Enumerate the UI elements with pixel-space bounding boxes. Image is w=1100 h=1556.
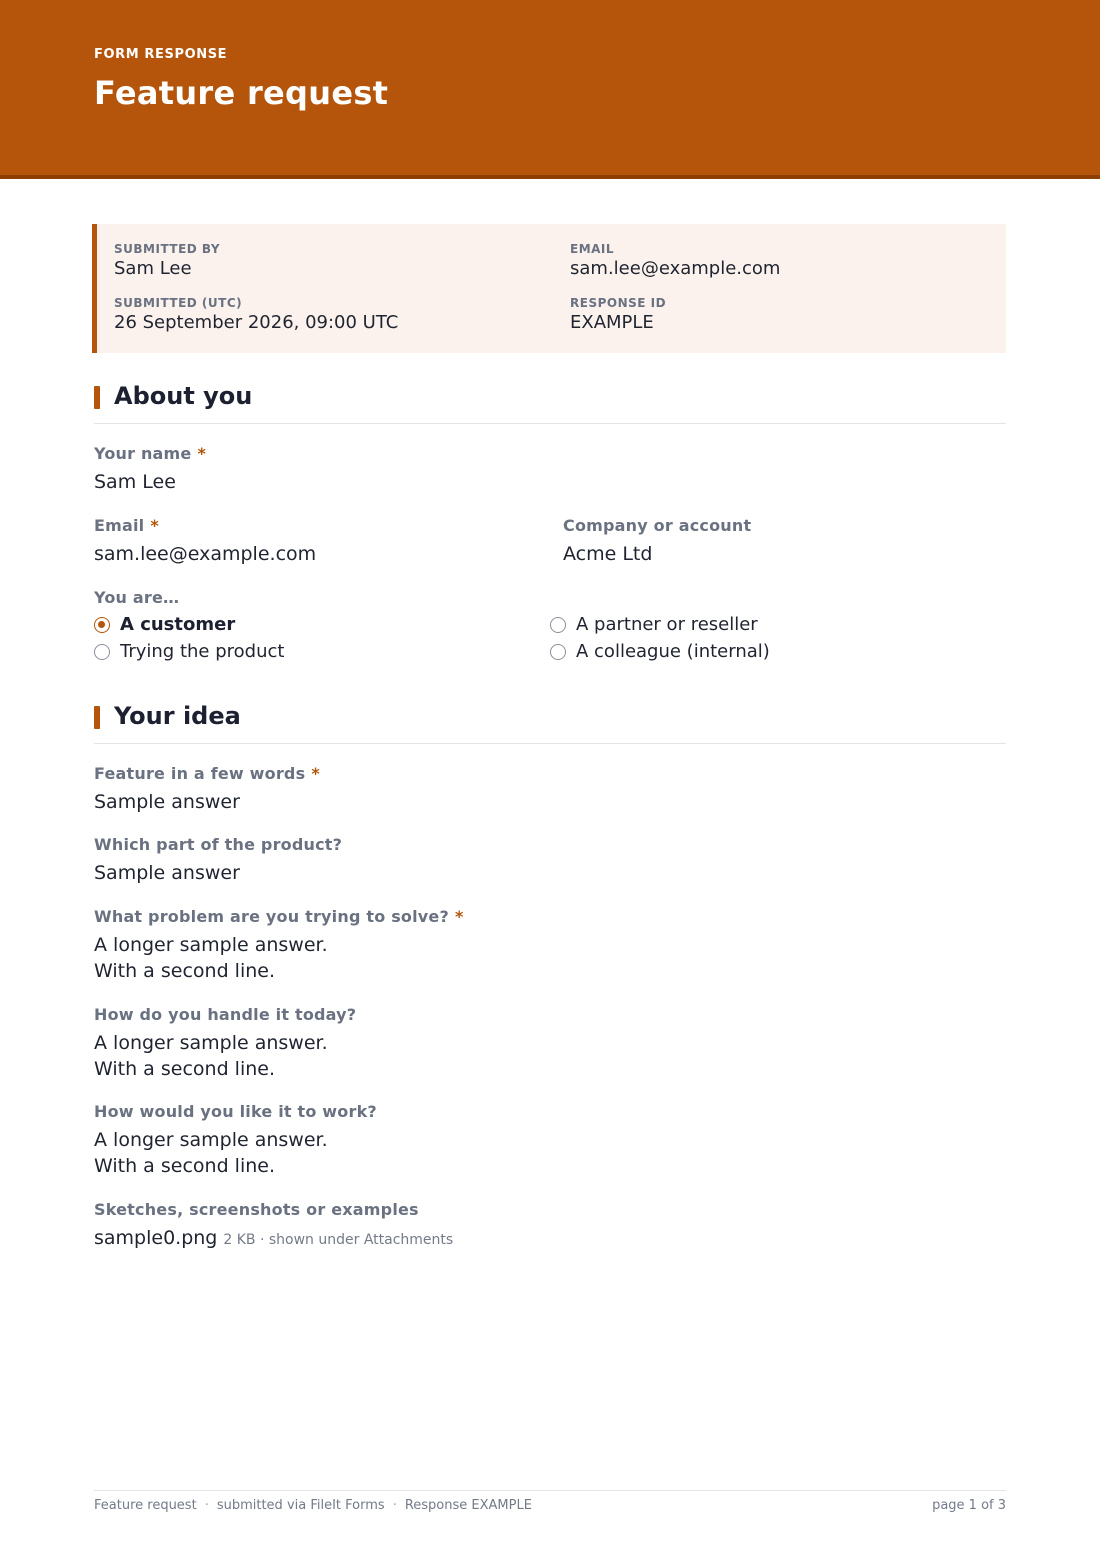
attachment-note: 2 KB · shown under Attachments — [223, 1232, 454, 1248]
required-marker: * — [454, 907, 464, 926]
field-value: A longer sample answer. With a second line. — [94, 934, 328, 982]
page-title: Feature request — [94, 74, 389, 112]
submitted-by — [114, 242, 220, 280]
submitted-utc-label: SUBMITTED (UTC) — [114, 296, 243, 310]
radio-unselected-icon — [550, 644, 566, 660]
submission-summary — [92, 224, 1006, 353]
field-problem — [94, 907, 464, 984]
radio-option-customer — [94, 614, 235, 636]
section-about-you — [94, 376, 1006, 424]
email-value: sam.lee@example.com — [570, 258, 781, 279]
submitted-by-label: SUBMITTED BY — [114, 242, 221, 256]
footer-response: Response EXAMPLE — [404, 1498, 532, 1513]
radio-label: A partner or reseller — [576, 614, 758, 635]
submitter-email — [570, 242, 780, 280]
field-label — [94, 444, 206, 464]
footer-form-name: Feature request — [94, 1498, 197, 1513]
field-label: Sketches, screenshots or examples — [94, 1200, 419, 1219]
field-value: Sam Lee — [94, 471, 176, 493]
radio-unselected-icon — [94, 644, 110, 660]
field-value: Acme Ltd — [563, 543, 653, 565]
field-how-work — [94, 1102, 377, 1179]
header-banner — [0, 0, 1100, 179]
response-id — [570, 296, 666, 334]
radio-option-partner — [550, 614, 758, 636]
field-value: Sample answer — [94, 862, 240, 884]
required-marker: * — [311, 764, 320, 783]
field-label: How do you handle it today? — [94, 1005, 357, 1024]
field-label-text: Feature in a few words — [94, 764, 306, 783]
email-label: EMAIL — [570, 242, 615, 256]
section-your-idea — [94, 696, 1006, 744]
field-label — [94, 907, 464, 927]
field-label-text: Email — [94, 516, 145, 535]
field-value: Sample answer — [94, 791, 240, 813]
radio-option-colleague — [550, 641, 770, 663]
field-label — [94, 516, 316, 536]
radio-label: A colleague (internal) — [576, 641, 770, 662]
radio-option-trying — [94, 641, 284, 663]
field-label: How would you like it to work? — [94, 1102, 377, 1121]
section-title: Your idea — [114, 702, 241, 730]
header-eyebrow: FORM RESPONSE — [94, 47, 228, 62]
radio-label: A customer — [120, 614, 236, 635]
footer-separator: · — [204, 1498, 209, 1513]
submitted-utc-value: 26 September 2026, 09:00 UTC — [114, 312, 399, 333]
response-id-label: RESPONSE ID — [570, 296, 667, 310]
field-label: You are… — [94, 588, 180, 607]
field-your-name — [94, 444, 206, 495]
submitted-by-value: Sam Lee — [114, 258, 192, 279]
field-label: Which part of the product? — [94, 835, 343, 854]
field-company — [563, 516, 751, 567]
footer-separator: · — [392, 1498, 397, 1513]
field-label-text: Your name — [94, 444, 192, 463]
radio-selected-icon — [94, 617, 110, 633]
field-feature — [94, 764, 320, 815]
section-accent-bar — [94, 706, 100, 729]
field-label — [94, 764, 320, 784]
attachment-filename: sample0.png — [94, 1227, 218, 1249]
response-id-value: EXAMPLE — [570, 312, 654, 333]
radio-unselected-icon — [550, 617, 566, 633]
field-value: sam.lee@example.com — [94, 543, 317, 565]
field-handle-today — [94, 1005, 356, 1082]
field-you-are — [94, 588, 179, 608]
footer-via: submitted via FileIt Forms — [216, 1498, 385, 1513]
footer-info — [94, 1498, 532, 1513]
field-label-text: What problem are you trying to solve? — [94, 907, 449, 926]
field-sketches — [94, 1200, 453, 1253]
field-email — [94, 516, 316, 567]
section-accent-bar — [94, 386, 100, 409]
field-value — [94, 1225, 453, 1253]
section-title: About you — [114, 382, 253, 410]
field-value: A longer sample answer. With a second line. — [94, 1032, 328, 1080]
footer-divider — [94, 1490, 1006, 1491]
radio-label: Trying the product — [120, 641, 285, 662]
field-label: Company or account — [563, 516, 752, 535]
field-value: A longer sample answer. With a second line. — [94, 1129, 328, 1177]
required-marker: * — [150, 516, 159, 535]
required-marker: * — [197, 444, 207, 463]
submitted-utc — [114, 296, 398, 334]
footer-page-number: page 1 of 3 — [932, 1498, 1006, 1513]
field-product-part — [94, 835, 342, 886]
